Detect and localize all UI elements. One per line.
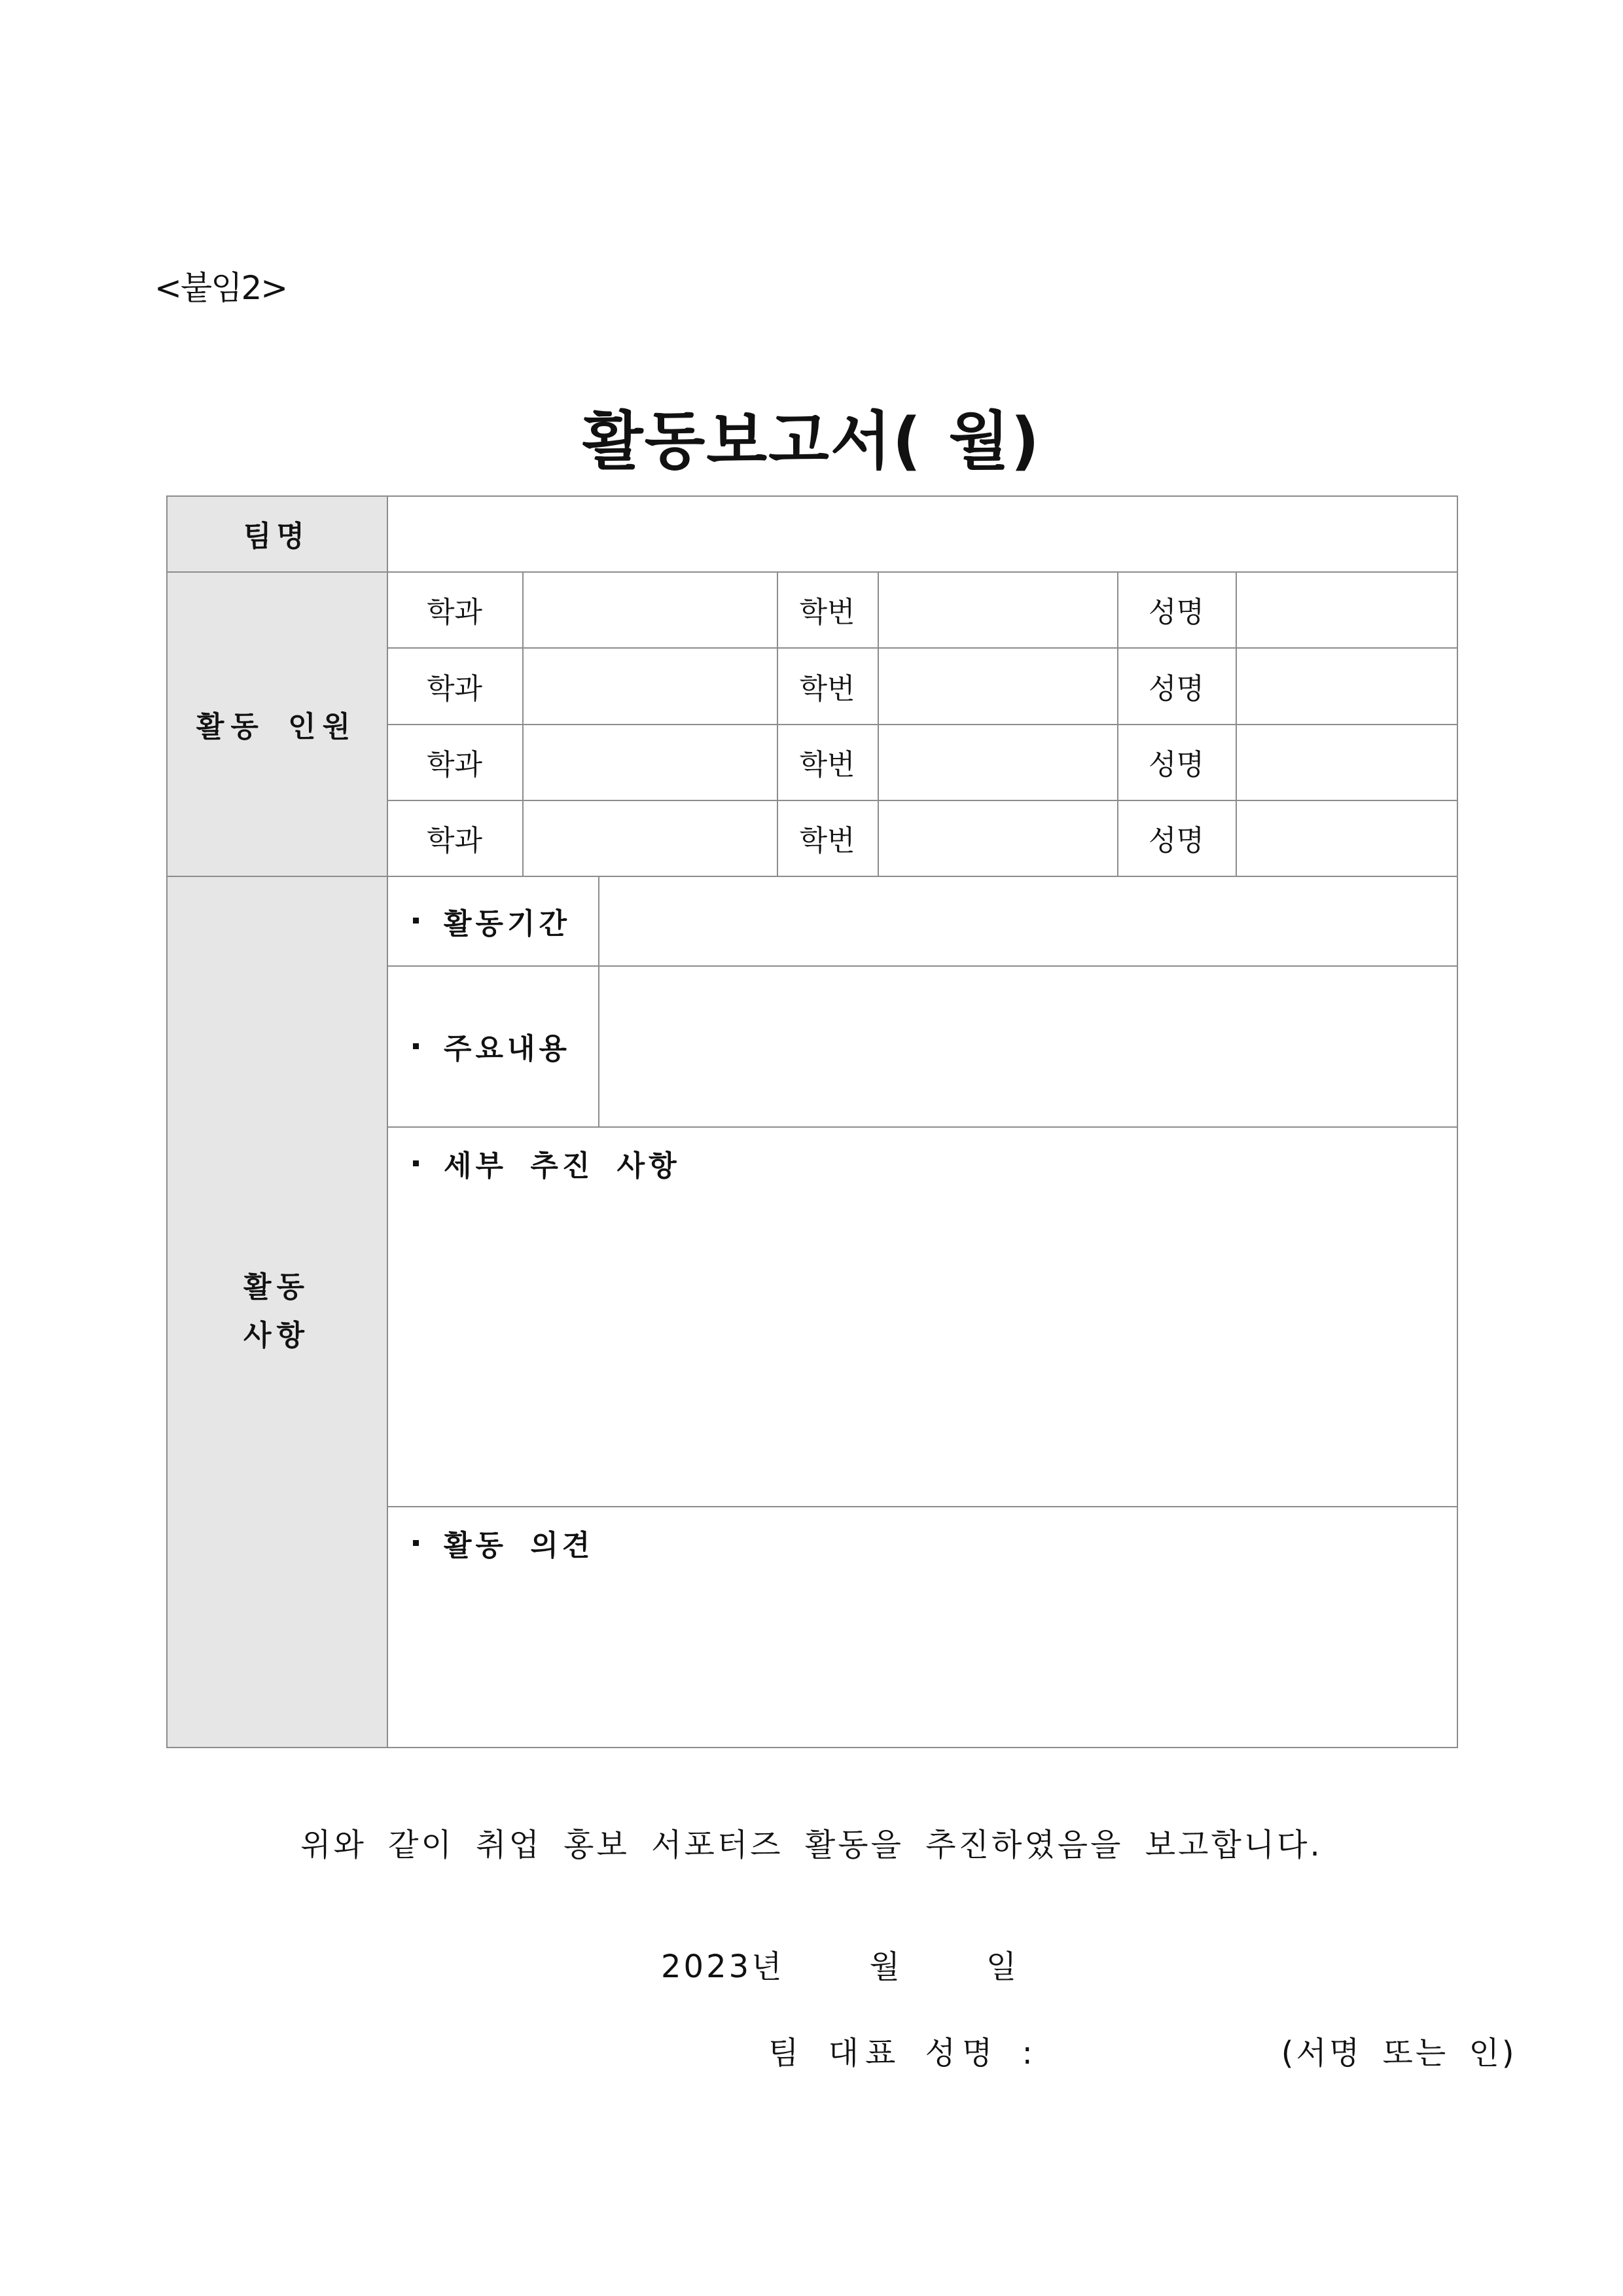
student-no-field[interactable] [879,801,1117,876]
student-no-label: 학번 [799,596,855,629]
row-line [387,1126,1458,1128]
name-label: 성명 [1148,596,1204,629]
name-label: 성명 [1148,672,1204,706]
table-border-bottom [166,1747,1458,1748]
bullet-icon [413,1540,419,1546]
report-statement: 위와 같이 취업 홍보 서포터즈 활동을 추진하였음을 보고합니다. [300,1827,1323,1863]
title-main: 활동보고서( [582,404,923,478]
activity-label-line1: 활동 [243,1270,310,1304]
title-month: 월) [948,404,1041,478]
opinion-field[interactable] [388,1566,1457,1747]
content-field[interactable] [599,967,1457,1126]
team-name-field[interactable] [388,497,1457,571]
student-no-field[interactable] [879,649,1117,724]
name-field[interactable] [1237,801,1457,876]
members-label: 활동 인원 [196,709,357,744]
team-name-label: 팀명 [243,520,310,553]
student-no-field[interactable] [879,725,1117,800]
details-field[interactable] [388,1187,1457,1506]
row-line [387,1506,1458,1507]
name-field[interactable] [1237,573,1457,647]
dept-label: 학과 [426,824,482,857]
signature-line [768,2028,1517,2073]
student-no-label: 학번 [799,672,855,706]
name-label: 성명 [1148,824,1204,857]
period-field[interactable] [599,877,1457,965]
date-day: 일 [986,1948,1020,1985]
student-no-field[interactable] [879,573,1117,647]
dept-field[interactable] [524,725,777,800]
dept-field[interactable] [524,649,777,724]
dept-label: 학과 [426,748,482,781]
activity-label [166,876,387,1747]
activity-label-line2: 사항 [243,1318,310,1352]
activity-report-table [166,495,1589,1748]
signer-name-field[interactable] [1039,2028,1281,2073]
opinion-label: 활동 의견 [413,1523,594,1562]
dept-label: 학과 [426,672,482,706]
content-label: 주요내용 [413,965,571,1126]
dept-label: 학과 [426,596,482,629]
page-title [0,391,1623,481]
table-border-right [1457,495,1458,1748]
date-month: 월 [869,1948,902,1985]
bullet-icon [413,1043,419,1049]
dept-field[interactable] [524,573,777,647]
date-year: 2023년 [661,1948,785,1985]
details-label: 세부 추진 사항 [413,1143,681,1183]
report-date [661,1941,1019,1986]
sign-note: (서명 또는 인) [1281,2035,1517,2072]
signer-label: 팀 대표 성명 : [768,2035,1039,2072]
bullet-icon [413,918,419,924]
student-no-label: 학번 [799,824,855,857]
name-field[interactable] [1237,725,1457,800]
dept-field[interactable] [524,801,777,876]
period-label: 활동기간 [413,876,571,965]
attachment-label: <붙임2> [154,269,287,307]
student-no-label: 학번 [799,748,855,781]
name-label: 성명 [1148,748,1204,781]
bullet-icon [413,1160,419,1166]
name-field[interactable] [1237,649,1457,724]
